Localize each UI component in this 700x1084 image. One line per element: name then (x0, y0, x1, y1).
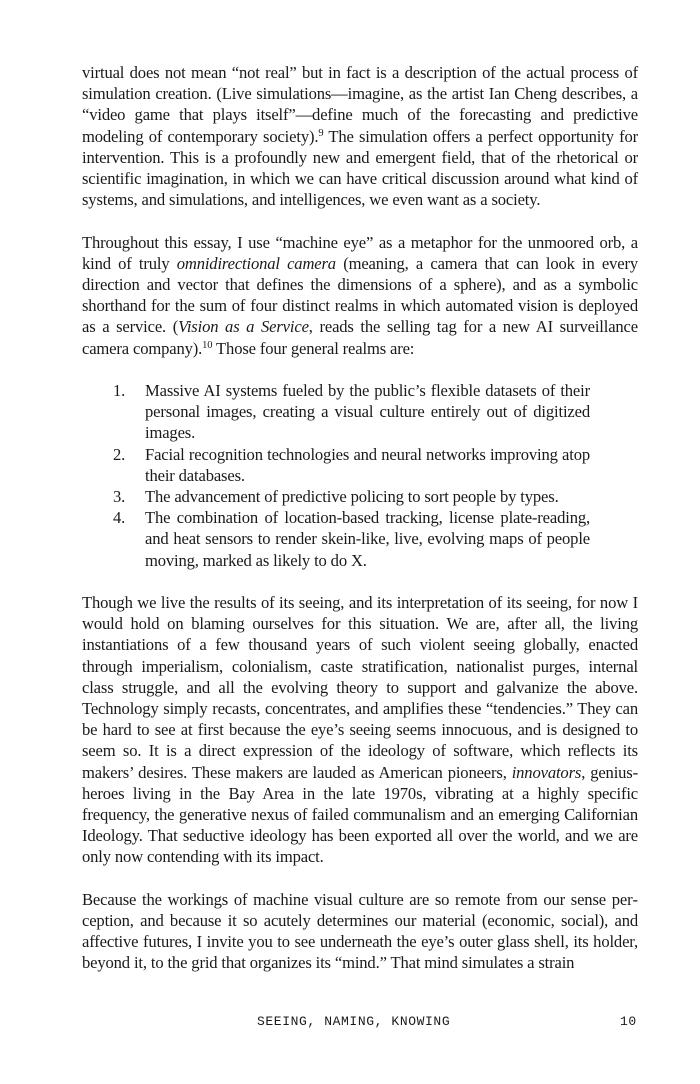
running-title: SEEING, NAMING, KNOWING (257, 1014, 451, 1029)
footnote-ref-9[interactable]: 9 (318, 127, 324, 139)
page-footer (0, 1014, 700, 1034)
list-item (82, 380, 590, 444)
paragraph-1-text-b: The simulation offers a perfect opportunity for intervention. This is a profoundly new and emergent field, that of the rhetorical or scientific imagination, in which we can have critical discussion around what kind of systems, and simulations, and intelligences, we even want as a society. (82, 126, 638, 210)
italic-innovators: innovators (511, 762, 582, 782)
paragraph-2-text-a: Throughout this essay, I use “machine eye” as a metaphor for the unmoored orb, a kind of truly (82, 232, 638, 273)
list-number: 3. (113, 487, 126, 507)
paragraph-1 (82, 62, 638, 210)
paragraph-1-text-a: virtual does not mean “not real” but in fact is a description of the actual process of simulation creation. (Live simulations—imagine, as the artist Ian Cheng describes, a “video game that plays itself”—define much of the forecasting and predictive modeling of contemporary society). (82, 63, 638, 146)
italic-omnidirectional-camera: omnidirectional camera (176, 253, 336, 273)
paragraph-2-text-b: (meaning, a camera that can look in every direction and vector that defines the dimensions of a sphere), and as a symbolic shorthand for the sum of four distinct realms in which automated vision is deployed as a service. ( (82, 253, 638, 337)
paragraph-3 (82, 592, 638, 868)
list-number: 2. (113, 444, 126, 464)
paragraph-4 (82, 889, 638, 974)
list-item-text: The combination of location-based tracking, license plate-reading, and heat sensors to render skein-like, live, evolving maps of people moving, marked as likely to do X. (145, 508, 590, 570)
italic-vision-as-a-service: Vision as a Service (178, 317, 309, 337)
paragraph-2-text-d: Those four general realms are: (212, 338, 415, 358)
list-item (82, 486, 590, 507)
page-number: 10 (620, 1014, 637, 1029)
list-item-text: Facial recognition technologies and neural networks improving atop their databases. (145, 444, 590, 485)
list-item (82, 444, 590, 486)
footnote-ref-10[interactable]: 10 (202, 339, 213, 351)
list-number: 1. (113, 381, 126, 401)
page-body (82, 62, 638, 995)
paragraph-2-text-c: , reads the selling tag for a new AI surveillance camera company). (82, 317, 638, 358)
realms-list (82, 380, 638, 571)
paragraph-3-text-a: Though we live the results of its seeing, and its interpretation of its seeing, for now I would hold on blaming ourselves for this situation. We are, after all, the living instantiations of a few thousand years of such violent seeing globally, enacted through imperialism, colonialism, caste stratification, nationalist purges, internal class struggle, and all the evolving theory to support and galvanize the above. Technology simply recasts, concentrates, and amplifies these “tendencies.” They can be hard to see at first because the eye’s seeing seems innocuous, and is designed to seem so. It is a direct expression of the ideology of software, which reflects its makers’ desires. These makers are lauded as American pioneers, (82, 593, 638, 782)
list-number: 4. (113, 508, 126, 528)
paragraph-4-text: Because the workings of machine visual culture are so remote from our sense perception, and because it so acutely determines our material (economic, social), and affective futures, I invite you to see underneath the eye’s outer glass shell, its holder, beyond it, to the grid that organizes its “mind.” That mind simulates a strain (82, 889, 638, 973)
list-item-text: Massive AI systems fueled by the public’s flexible datasets of their personal images, creating a visual culture entirely out of digitized images. (145, 381, 590, 443)
paragraph-3-text-b: , genius-heroes living in the Bay Area in the late 1970s, vibrating at a highly specific frequency, the generative nexus of failed communalism and an emerging Californian Ideology. That seductive ideology has been exported all over the world, and we are only now contending with its impact. (82, 762, 638, 867)
list-item-text: The advancement of predictive policing to sort people by types. (145, 487, 559, 507)
paragraph-2 (82, 232, 638, 359)
list-item (82, 507, 590, 571)
